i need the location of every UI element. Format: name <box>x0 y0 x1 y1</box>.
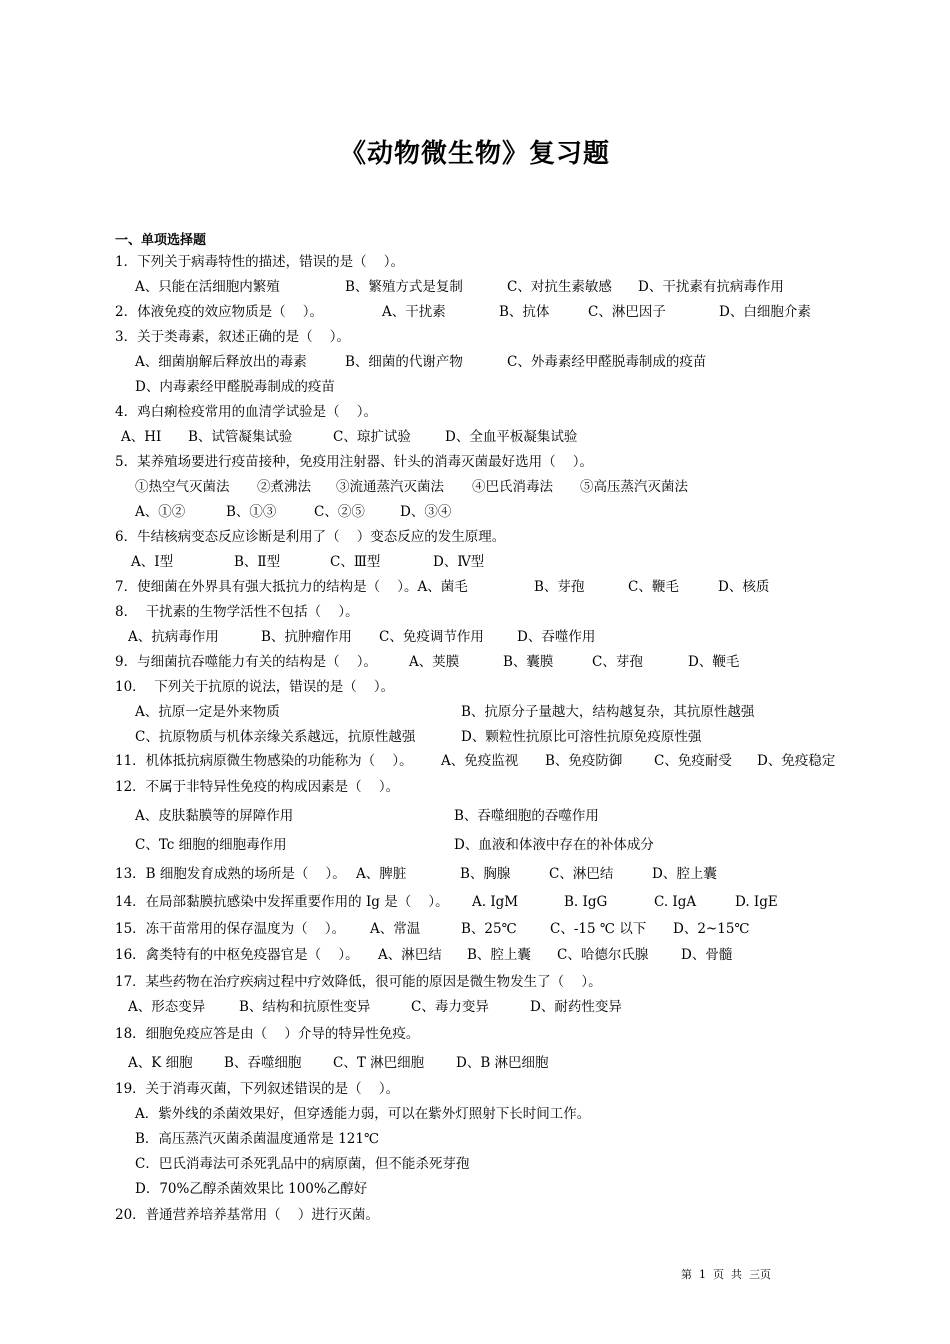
q10-option-d: D、颗粒性抗原比可溶性抗原免疫原性强 <box>461 729 702 745</box>
question-6: 6．牛结核病变态反应诊断是利用了（ ）变态反应的发生原理。 <box>115 529 506 545</box>
q17-option-c: C、毒力变异 <box>411 999 489 1015</box>
q11-option-d: D、免疫稳定 <box>757 753 836 769</box>
q19-option-b: B．高压蒸汽灭菌杀菌温度通常是 121℃ <box>135 1131 380 1147</box>
q5-option-b: B、①③ <box>226 504 277 520</box>
q2-option-a: A、干扰素 <box>382 304 446 320</box>
question-20: 20．普通营养培养基常用（ ）进行灭菌。 <box>115 1207 379 1223</box>
question-3: 3．关于类毒素，叙述正确的是（ ）。 <box>115 329 351 345</box>
q9-option-c: C、芽孢 <box>592 654 643 670</box>
q14-option-a: A. IgM <box>472 894 519 910</box>
q9-option-a: A、荚膜 <box>409 654 460 670</box>
q17-option-d: D、耐药性变异 <box>530 999 622 1015</box>
q8-option-c: C、免疫调节作用 <box>379 629 484 645</box>
q2-option-b: B、抗体 <box>499 304 550 320</box>
q18-option-d: D、B 淋巴细胞 <box>456 1055 549 1071</box>
q5-item-5: ⑤高压蒸汽灭菌法 <box>580 479 688 495</box>
q4-option-c: C、琼扩试验 <box>333 429 411 445</box>
q3-option-d: D、内毒素经甲醛脱毒制成的疫苗 <box>135 379 335 395</box>
question-4: 4．鸡白痢检疫常用的血清学试验是（ ）。 <box>115 404 378 420</box>
q19-option-d: D．70%乙醇杀菌效果比 100%乙醇好 <box>135 1181 368 1197</box>
q8-option-a: A、抗病毒作用 <box>128 629 219 645</box>
q13-option-b: B、胸腺 <box>460 866 511 882</box>
question-2: 2．体液免疫的效应物质是（ ）。 <box>115 304 324 320</box>
question-10: 10． 下列关于抗原的说法，错误的是（ ）。 <box>115 679 395 695</box>
q7-option-b: B、芽孢 <box>534 579 585 595</box>
q15-option-c: C、-15 ℃ 以下 <box>550 921 647 937</box>
q16-option-c: C、哈德尔氏腺 <box>557 947 649 963</box>
q16-option-b: B、腔上囊 <box>467 947 531 963</box>
q3-option-a: A、细菌崩解后释放出的毒素 <box>135 354 307 370</box>
q11-option-a: A、免疫监视 <box>441 753 519 769</box>
question-15: 15．冻干苗常用的保存温度为（ ）。 <box>115 921 346 937</box>
q5-item-4: ④巴氏消毒法 <box>472 479 553 495</box>
q17-option-a: A、形态变异 <box>128 999 206 1015</box>
q1-option-a: A、只能在活细胞内繁殖 <box>135 279 280 295</box>
q9-option-d: D、鞭毛 <box>688 654 740 670</box>
q5-option-c: C、②⑤ <box>314 504 365 520</box>
question-9: 9．与细菌抗吞噬能力有关的结构是（ ）。 <box>115 654 378 670</box>
q10-option-b: B、抗原分子量越大，结构越复杂，其抗原性越强 <box>461 704 755 720</box>
q12-option-c: C、Tc 细胞的细胞毒作用 <box>135 837 287 853</box>
q10-option-a: A、抗原一定是外来物质 <box>135 704 280 720</box>
q2-option-d: D、白细胞介素 <box>719 304 811 320</box>
q18-option-c: C、T 淋巴细胞 <box>333 1055 425 1071</box>
q16-option-d: D、骨髓 <box>681 947 733 963</box>
q15-option-d: D、2~15℃ <box>673 921 750 937</box>
q5-option-a: A、①② <box>135 504 186 520</box>
q13-option-a: A、脾脏 <box>356 866 407 882</box>
question-18: 18．细胞免疫应答是由（ ）介导的特异性免疫。 <box>115 1026 420 1042</box>
page-number: 第 1 页 共 三页 <box>681 1268 771 1281</box>
question-12: 12．不属于非特异性免疫的构成因素是（ ）。 <box>115 779 400 795</box>
question-1: 1．下列关于病毒特性的描述，错误的是（ ）。 <box>115 254 405 270</box>
q14-option-b: B. IgG <box>564 894 608 910</box>
question-5: 5．某养殖场要进行疫苗接种，免疫用注射器、针头的消毒灭菌最好选用（ ）。 <box>115 454 594 470</box>
question-8: 8． 干扰素的生物学活性不包括（ ）。 <box>115 604 359 620</box>
q19-option-a: A．紫外线的杀菌效果好，但穿透能力弱，可以在紫外灯照射下长时间工作。 <box>135 1106 591 1122</box>
q3-option-c: C、外毒素经甲醛脱毒制成的疫苗 <box>507 354 707 370</box>
q2-option-c: C、淋巴因子 <box>588 304 666 320</box>
q12-option-a: A、皮肤黏膜等的屏障作用 <box>135 808 294 824</box>
q3-option-b: B、细菌的代谢产物 <box>345 354 463 370</box>
q9-option-b: B、囊膜 <box>503 654 554 670</box>
q7-option-d: D、核质 <box>718 579 770 595</box>
q11-option-c: C、免疫耐受 <box>654 753 732 769</box>
q14-option-c: C. IgA <box>654 894 697 910</box>
q13-option-d: D、腔上囊 <box>652 866 717 882</box>
q15-option-a: A、常温 <box>370 921 421 937</box>
q18-option-a: A、K 细胞 <box>128 1055 193 1071</box>
q16-option-a: A、淋巴结 <box>378 947 442 963</box>
q11-option-b: B、免疫防御 <box>545 753 623 769</box>
section-title: 一、单项选择题 <box>115 233 207 248</box>
q1-option-b: B、繁殖方式是复制 <box>345 279 463 295</box>
q6-option-d: D、Ⅳ型 <box>433 554 485 570</box>
q4-option-b: B、试管凝集试验 <box>188 429 293 445</box>
q6-option-a: A、Ⅰ型 <box>131 554 174 570</box>
q4-option-d: D、全血平板凝集试验 <box>445 429 578 445</box>
q8-option-b: B、抗肿瘤作用 <box>261 629 352 645</box>
q12-option-b: B、吞噬细胞的吞噬作用 <box>454 808 599 824</box>
page-title: 《动物微生物》复习题 <box>339 139 610 169</box>
q12-option-d: D、血液和体液中存在的补体成分 <box>454 837 654 853</box>
question-7: 7．使细菌在外界具有强大抵抗力的结构是（ ）。A、菌毛 <box>115 579 468 595</box>
question-19: 19．关于消毒灭菌，下列叙述错误的是（ ）。 <box>115 1081 400 1097</box>
q5-item-2: ②煮沸法 <box>257 479 311 495</box>
q19-option-c: C．巴氏消毒法可杀死乳品中的病原菌，但不能杀死芽孢 <box>135 1156 470 1172</box>
q1-option-c: C、对抗生素敏感 <box>507 279 612 295</box>
q14-option-d: D. IgE <box>735 894 778 910</box>
q6-option-c: C、Ⅲ型 <box>330 554 381 570</box>
question-13: 13．B 细胞发育成熟的场所是（ ）。 <box>115 866 346 882</box>
q5-item-1: ①热空气灭菌法 <box>135 479 230 495</box>
question-11: 11．机体抵抗病原微生物感染的功能称为（ ）。 <box>115 753 413 769</box>
q17-option-b: B、结构和抗原性变异 <box>239 999 371 1015</box>
q8-option-d: D、吞噬作用 <box>517 629 596 645</box>
question-14: 14．在局部黏膜抗感染中发挥重要作用的 Ig 是（ ）。 <box>115 894 449 910</box>
q13-option-c: C、淋巴结 <box>549 866 614 882</box>
q5-item-3: ③流通蒸汽灭菌法 <box>336 479 444 495</box>
q18-option-b: B、吞噬细胞 <box>224 1055 302 1071</box>
question-17: 17．某些药物在治疗疾病过程中疗效降低，很可能的原因是微生物发生了（ ）。 <box>115 974 602 990</box>
q6-option-b: B、Ⅱ型 <box>234 554 281 570</box>
question-16: 16．禽类特有的中枢免疫器官是（ ）。 <box>115 947 359 963</box>
q10-option-c: C、抗原物质与机体亲缘关系越远，抗原性越强 <box>135 729 416 745</box>
q1-option-d: D、干扰素有抗病毒作用 <box>638 279 784 295</box>
q15-option-b: B、25℃ <box>461 921 517 937</box>
q5-option-d: D、③④ <box>400 504 452 520</box>
q7-option-c: C、鞭毛 <box>628 579 679 595</box>
q4-option-a: A、HI <box>121 429 162 445</box>
